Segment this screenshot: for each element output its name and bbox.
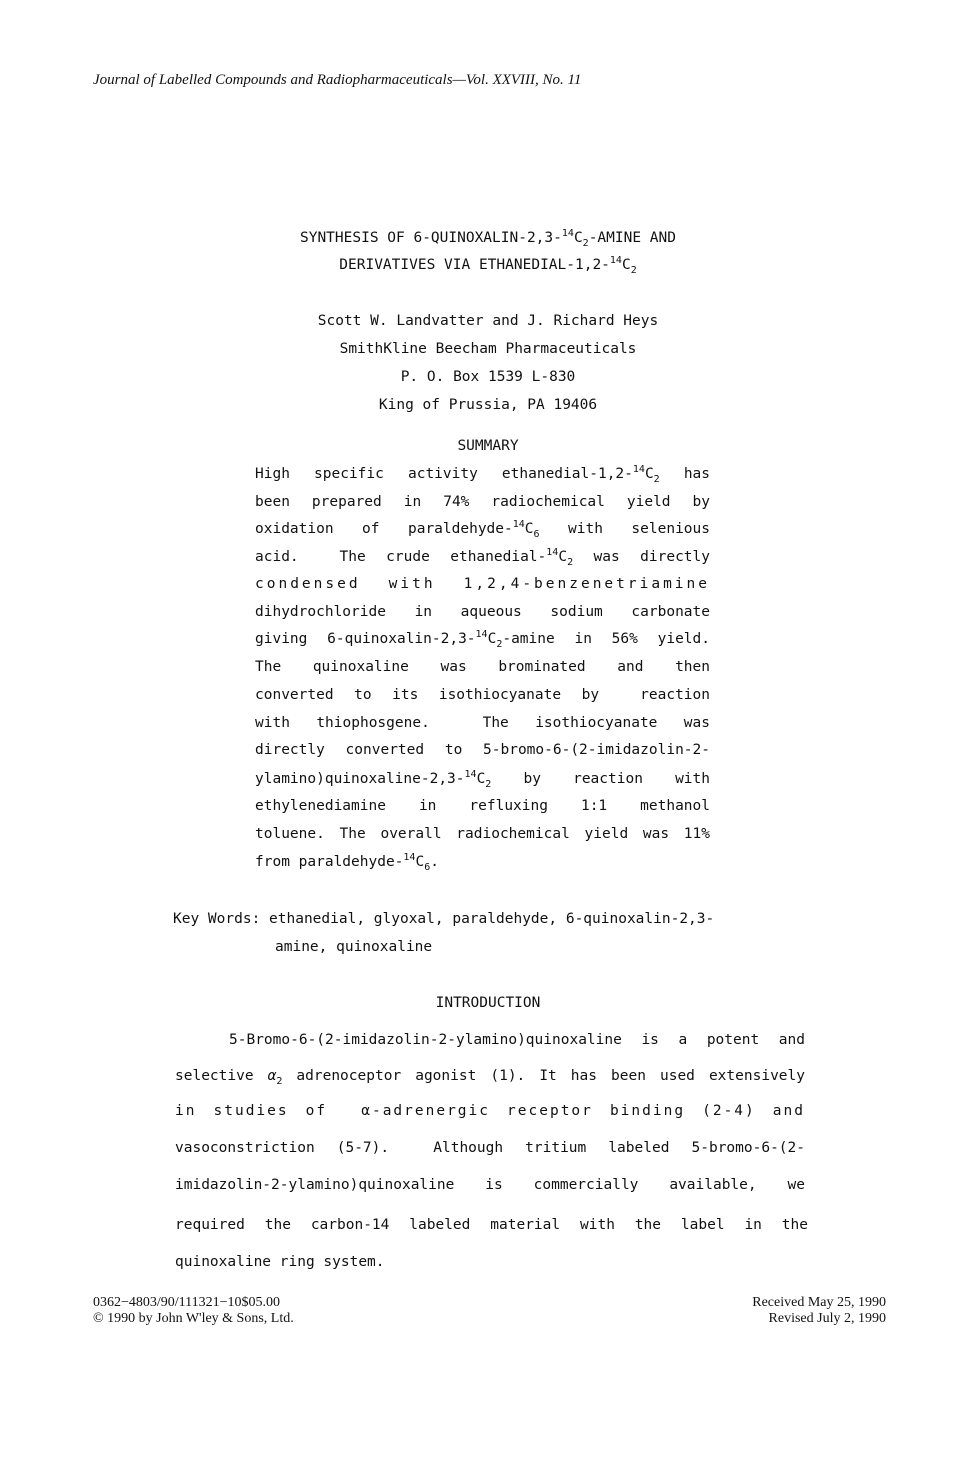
affiliation: SmithKline Beecham Pharmaceuticals [339,341,637,357]
summary-line: acid. The crude ethanedial-$^{14}C_2$ was directly [255,547,710,568]
summary-line: directly converted to 5-bromo-6-(2-imidazolin-2- [255,742,710,758]
intro-line: vasoconstriction (5-7). Although tritium labeled 5-bromo-6-(2- [175,1140,805,1156]
summary-line: $ylamino)quinoxaline-2,3-^{14}C_2$ by reaction with [255,769,710,790]
summary-line: with thiophosgene. The isothiocyanate was [255,715,710,731]
summary-line: High specific activity ethanedial-$1,2-^{14}C_2$ has [255,464,711,485]
summary-heading: SUMMARY [457,438,519,454]
intro-line: selective $\alpha_2$ adrenoceptor agonist (1). It has been used extensively [175,1068,805,1087]
summary-line: giving $6-quinoxalin-2,3-^{14}C_2$-amine in 56% yield. [255,629,710,650]
journal-header: Journal of Labelled Compounds and Radiopharmaceuticals—Vol. XXVIII, No. 11 [93,72,582,88]
address-line-1: P. O. Box 1539 L-830 [400,369,576,385]
introduction-heading: INTRODUCTION [435,995,541,1011]
intro-line: imidazolin-2-ylamino)quinoxaline is commercially available, we [175,1177,805,1193]
summary-line: toluene. The overall radiochemical yield was 11% [255,826,710,842]
issn-code: 0362−4803/90/111321−10$05.00 [93,1295,281,1310]
summary-line: been prepared in 74% radiochemical yield by [255,494,710,510]
paper-title-line-1: SYNTHESIS OF $6-QUINOXALIN-2,3-^{14}C_2$-AMINE AND [299,228,677,249]
revised-date: Revised July 2, 1990 [768,1311,886,1326]
paper-title-line-2: DERIVATIVES VIA ETHANEDIAL-$1,2-^{14}C_2$ [339,255,637,276]
summary-line: ethylenediamine in refluxing 1:1 methanol [255,798,710,814]
summary-line: from paraldehyde-$^{14}C_6$. [255,852,439,873]
summary-line: oxidation of paraldehyde-$^{14}C_6$ with selenious [255,519,711,540]
authors: Scott W. Landvatter and J. Richard Heys [317,313,659,329]
summary-line: converted to its isothiocyanate by reaction [255,687,710,703]
intro-line: in studies of α-adrenergic receptor binding (2-4) and [175,1103,805,1119]
intro-line: required the carbon-14 labeled material with the label in the [175,1217,808,1233]
intro-line: 5-Bromo-6-(2-imidazolin-2-ylamino)quinoxaline is a potent and [229,1032,805,1048]
intro-line: quinoxaline ring system. [175,1254,385,1270]
received-date: Received May 25, 1990 [752,1295,886,1310]
summary-line: The quinoxaline was brominated and then [255,659,710,675]
copyright: © 1990 by John W'ley & Sons, Ltd. [93,1311,294,1326]
summary-line: dihydrochloride in aqueous sodium carbonate [255,604,710,620]
keywords-line-1: Key Words: ethanedial, glyoxal, paraldehyde, 6-quinoxalin-2,3- [173,911,715,927]
keywords-line-2: amine, quinoxaline [275,939,433,955]
summary-line: condensed with 1,2,4-benzenetriamine [255,576,710,592]
address-line-2: King of Prussia, PA 19406 [378,397,598,413]
